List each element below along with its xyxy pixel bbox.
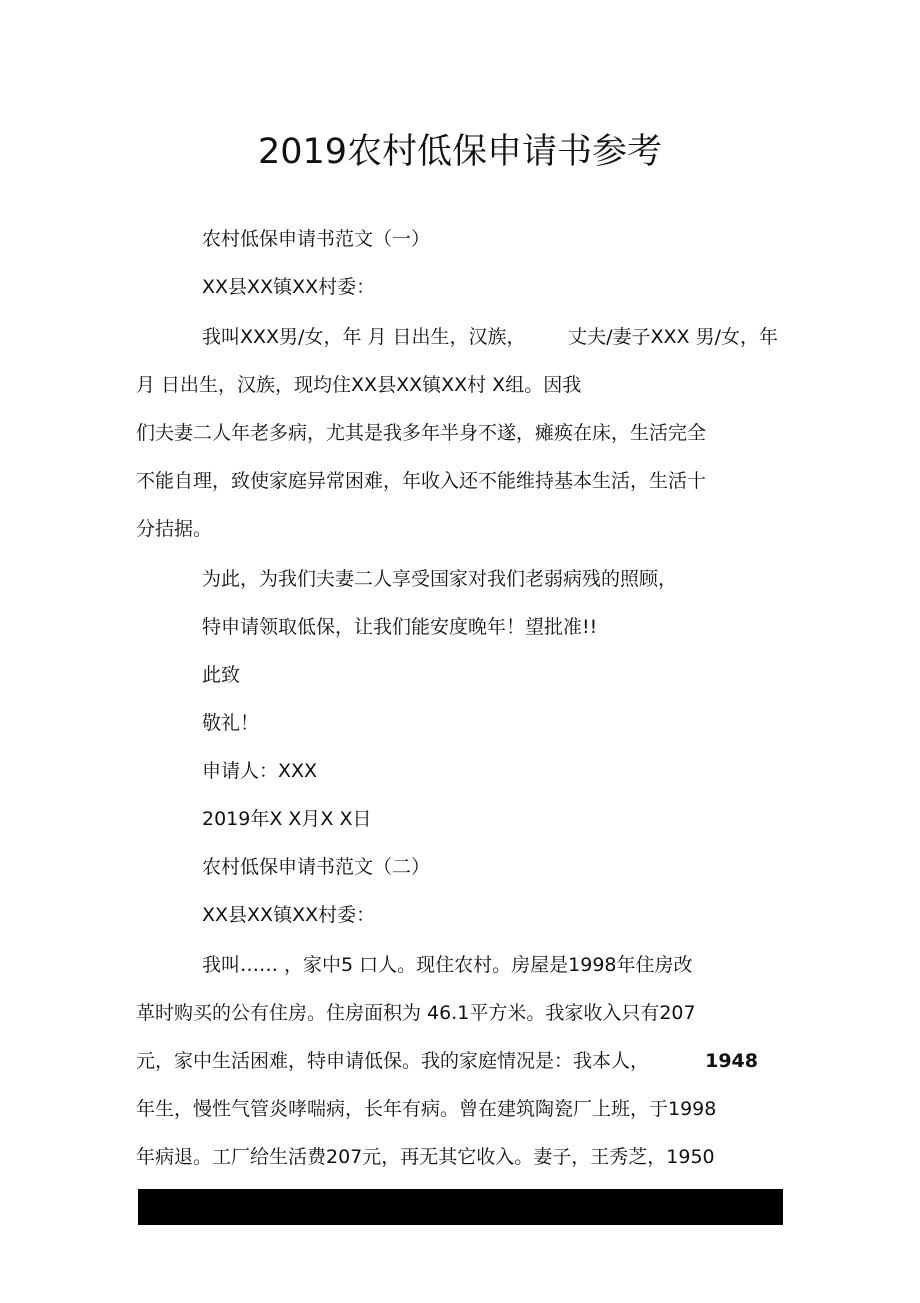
section2-line3-left: 元，家中生活困难，特申请低保。我的家庭情况是：我本人，	[136, 1050, 650, 1072]
section1-para1-line3: 们夫妻二人年老多病，尤其是我多年半身不遂，瘫痪在床，生活完全	[136, 422, 707, 444]
section1-para2-line2: 特申请领取低保，让我们能安度晚年！望批准!!	[202, 616, 598, 638]
para1-line1-right: 丈夫/妻子XXX 男/女，年	[568, 326, 778, 348]
para1-line1-left: 我叫XXX男/女，年 月 日出生，汉族，	[202, 326, 526, 348]
section1-para1-line2: 月 日出生，汉族，现均住XX县XX镇XX村 X组。因我	[136, 374, 582, 396]
applicant-line: 申请人：XXX	[202, 760, 318, 782]
section2-line4: 年生，慢性气管炎哮喘病，长年有病。曾在建筑陶瓷厂上班，于1998	[136, 1098, 717, 1120]
section1-salutation: XX县XX镇XX村委：	[202, 276, 376, 298]
section1-para1-line4: 不能自理，致使家庭异常困难，年收入还不能维持基本生活，生活十	[136, 470, 707, 492]
section1-para1-line5: 分拮据。	[136, 518, 213, 540]
section2-line1: 我叫…… ，家中5 口人。现住农村。房屋是1998年住房改	[202, 954, 693, 976]
section2-line5: 年病退。工厂给生活费207元，再无其它收入。妻子，王秀芝，1950	[136, 1146, 715, 1168]
footer-black-bar	[138, 1189, 783, 1225]
document-title: 2019农村低保申请书参考	[257, 132, 663, 172]
section1-heading: 农村低保申请书范文（一）	[202, 228, 431, 250]
section1-para2-line1: 为此，为我们夫妻二人享受国家对我们老弱病残的照顾，	[202, 568, 678, 590]
date-line: 2019年X X月X X日	[202, 808, 372, 830]
closing-cizhi: 此致	[202, 664, 241, 686]
section2-heading: 农村低保申请书范文（二）	[202, 856, 431, 878]
section2-line2: 革时购买的公有住房。住房面积为 46.1平方米。我家收入只有207	[136, 1002, 696, 1024]
section2-salutation: XX县XX镇XX村委：	[202, 904, 376, 926]
closing-jingli: 敬礼！	[202, 712, 260, 734]
section2-line3-right: 1948	[705, 1050, 758, 1072]
section1-para1-line1	[202, 324, 778, 350]
section2-line3	[136, 1048, 758, 1074]
